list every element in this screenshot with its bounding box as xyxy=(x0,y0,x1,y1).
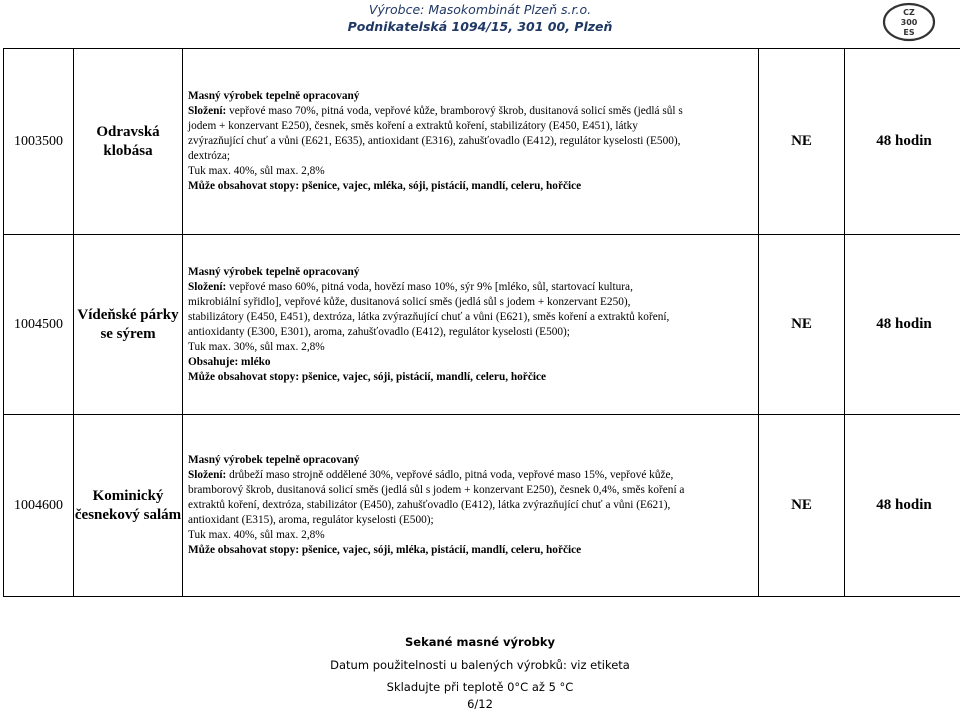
composition-text: dextróza; xyxy=(188,150,231,162)
ne-flag: NE xyxy=(759,415,845,597)
ne-flag: NE xyxy=(759,235,845,415)
product-name-line: se sýrem xyxy=(100,325,156,342)
footer-expiry-note: Datum použitelnosti u balených výrobků: viz etiketa xyxy=(330,658,630,672)
product-name xyxy=(74,415,183,597)
composition-text: jodem + konzervant E250), česnek, směs koření a extraktů koření, stabilizátory (E450, E451), látky xyxy=(188,120,638,132)
logo-line-3: ES xyxy=(903,28,915,37)
fat-salt-text: Tuk max. 40%, sůl max. 2,8% xyxy=(188,165,325,177)
composition-text: extraktů koření, dextróza, stabilizátor (E450), zahušťovadlo (E412), látka zvýrazňující chuť a vůni (E621), xyxy=(188,499,671,511)
product-name-line: Kominický xyxy=(92,487,164,504)
shelf-life: 48 hodin xyxy=(845,235,960,415)
page-number: 6/12 xyxy=(467,697,493,711)
composition-text: antioxidant (E315), aroma, regulátor kyselosti (E500); xyxy=(188,514,434,526)
product-row xyxy=(4,415,960,597)
health-mark-logo xyxy=(882,2,936,42)
composition-text: bramborový škrob, dusitanová solicí směs (jedlá sůl s jodem + konzervant E250), česnek 0,4%, směs koření a xyxy=(188,484,685,496)
composition-text: antioxidanty (E300, E301), aroma, zahušťovadlo (E412), regulátor kyselosti (E500); xyxy=(188,325,570,338)
product-name-line: Vídeňské párky xyxy=(77,306,179,323)
composition-text: vepřové maso 60%, pitná voda, hovězí maso 10%, sýr 9% [mléko, sůl, startovací kultura, xyxy=(226,280,633,293)
product-name-line: česnekový salám xyxy=(74,506,182,523)
product-code: 1004500 xyxy=(4,235,74,415)
product-description xyxy=(183,49,759,235)
product-description xyxy=(183,415,759,597)
logo-line-2: 300 xyxy=(900,18,918,27)
product-description xyxy=(183,235,759,415)
composition-label: Složení: xyxy=(188,280,227,293)
product-type: Masný výrobek tepelně opracovaný xyxy=(188,454,360,466)
composition-text: zvýrazňující chuť a vůni (E621, E635), antioxidant (E316), zahušťovadlo (E412), regulátor kyselosti (E500), xyxy=(188,135,681,147)
composition-text: mikrobiální syřidlo], vepřové kůže, dusitanová solicí směs (jedlá sůl s jodem + konzervant E250), xyxy=(188,295,631,308)
product-name-line: klobása xyxy=(103,142,153,159)
composition-text: stabilizátory (E450, E451), dextróza, látka zvýrazňující chuť a vůni (E621), směs koření a extraktů koření, xyxy=(188,310,670,323)
allergen-contains: Obsahuje: mléko xyxy=(188,355,271,368)
composition-label: Složení: xyxy=(188,105,227,117)
product-name xyxy=(74,235,183,415)
footer-storage: Skladujte při teplotě 0°C až 5 °C xyxy=(386,680,574,694)
product-name xyxy=(74,49,183,235)
footer-category: Sekané masné výrobky xyxy=(405,635,555,649)
logo-line-1: CZ xyxy=(903,8,915,17)
composition-text: vepřové maso 70%, pitná voda, vepřové kůže, bramborový škrob, dusitanová solicí směs (jedlá sůl s xyxy=(226,105,683,117)
fat-salt-text: Tuk max. 30%, sůl max. 2,8% xyxy=(188,340,325,353)
product-code: 1003500 xyxy=(4,49,74,235)
composition-label: Složení: xyxy=(188,469,227,481)
fat-salt-text: Tuk max. 40%, sůl max. 2,8% xyxy=(188,529,325,541)
page-header xyxy=(0,0,960,44)
product-name-line: Odravská xyxy=(96,123,160,140)
product-type: Masný výrobek tepelně opracovaný xyxy=(188,90,360,102)
composition-text: drůbeží maso strojně oddělené 30%, vepřové sádlo, pitná voda, vepřové maso 15%, vepřové kůže, xyxy=(226,469,674,481)
product-code: 1004600 xyxy=(4,415,74,597)
shelf-life: 48 hodin xyxy=(845,415,960,597)
shelf-life: 48 hodin xyxy=(845,49,960,235)
producer-line: Výrobce: Masokombinát Plzeň s.r.o. xyxy=(368,2,592,17)
product-row xyxy=(4,49,960,235)
allergen-traces: Může obsahovat stopy: pšenice, vajec, sóji, pistácií, mandlí, celeru, hořčice xyxy=(188,370,547,383)
product-type: Masný výrobek tepelně opracovaný xyxy=(188,265,360,278)
allergen-traces: Může obsahovat stopy: pšenice, vajec, mléka, sóji, pistácií, mandlí, celeru, hořčice xyxy=(188,180,582,192)
ne-flag: NE xyxy=(759,49,845,235)
products-table xyxy=(3,48,960,597)
allergen-traces: Může obsahovat stopy: pšenice, vajec, sóji, mléka, pistácií, mandlí, celeru, hořčice xyxy=(188,544,582,556)
producer-address: Podnikatelská 1094/15, 301 00, Plzeň xyxy=(347,19,613,34)
product-row xyxy=(4,235,960,415)
